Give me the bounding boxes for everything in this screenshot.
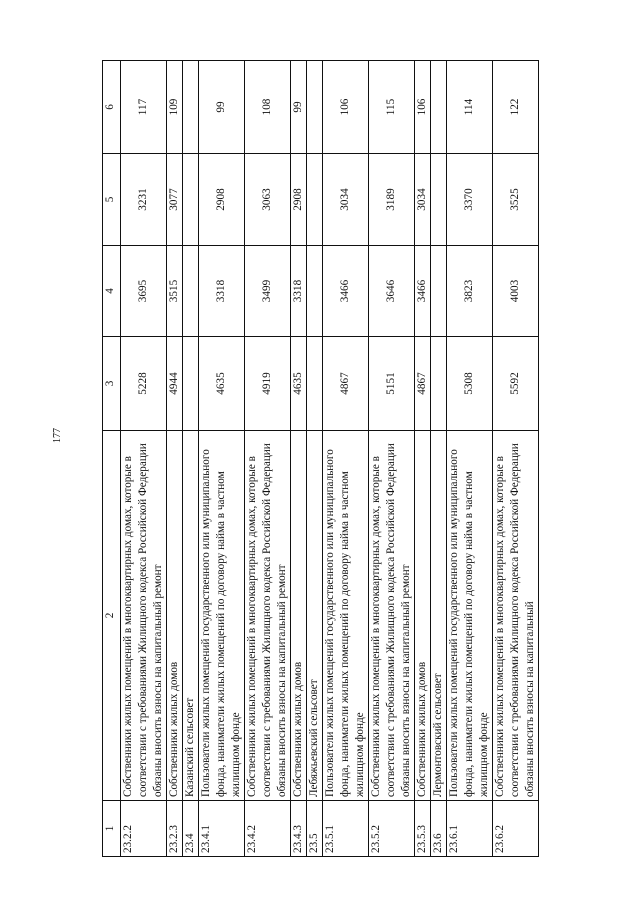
row-number-cell: 23.4 bbox=[183, 801, 199, 857]
column-header-2: 2 bbox=[103, 431, 121, 801]
rotated-table-container bbox=[102, 61, 539, 857]
row-description-cell: Пользователи жилых помещений государственного или муниципального фонда, наниматели жилых помещений по договору найма в частном жилищном фонде bbox=[447, 431, 493, 801]
value-cell-6: 109 bbox=[167, 61, 183, 154]
row-description-cell: Собственники жилых помещений в многоквартирных домах, которые в соответствии с требованиями Жилищного кодекса Российской Федерации обязаны вносить взносы на капитальный bbox=[493, 431, 539, 801]
value-cell-3: 4635 bbox=[199, 337, 245, 431]
value-cell-4: 3318 bbox=[199, 246, 245, 337]
row-description-cell: Собственники жилых домов bbox=[415, 431, 431, 801]
row-description-cell: Пользователи жилых помещений государственного или муниципального фонда, наниматели жилых помещений по договору найма в частном жилищном фонде bbox=[199, 431, 245, 801]
table-body bbox=[121, 61, 539, 857]
value-cell-6 bbox=[307, 61, 323, 154]
table-row bbox=[121, 61, 167, 857]
table-row bbox=[369, 61, 415, 857]
table-row bbox=[323, 61, 369, 857]
value-cell-5: 3189 bbox=[369, 154, 415, 246]
value-cell-3 bbox=[307, 337, 323, 431]
value-cell-3: 5592 bbox=[493, 337, 539, 431]
row-description-cell: Лебяжьевский сельсовет bbox=[307, 431, 323, 801]
value-cell-5 bbox=[431, 154, 447, 246]
row-number-cell: 23.4.2 bbox=[245, 801, 291, 857]
table-row bbox=[199, 61, 245, 857]
value-cell-3: 5308 bbox=[447, 337, 493, 431]
row-description-cell: Собственники жилых помещений в многоквартирных домах, которые в соответствии с требованиями Жилищного кодекса Российской Федерации обязаны вносить взносы на капитальный ремонт bbox=[369, 431, 415, 801]
value-cell-6: 106 bbox=[323, 61, 369, 154]
column-header-5: 5 bbox=[103, 154, 121, 246]
table-row bbox=[447, 61, 493, 857]
row-number-cell: 23.2.2 bbox=[121, 801, 167, 857]
value-cell-6 bbox=[183, 61, 199, 154]
row-description-cell: Собственники жилых помещений в многоквартирных домах, которые в соответствии с требованиями Жилищного кодекса Российской Федерации обязаны вносить взносы на капитальный ремонт bbox=[245, 431, 291, 801]
row-number-cell: 23.6.1 bbox=[447, 801, 493, 857]
row-number-cell: 23.5.1 bbox=[323, 801, 369, 857]
value-cell-5: 2908 bbox=[291, 154, 307, 246]
value-cell-3: 4944 bbox=[167, 337, 183, 431]
tariff-table bbox=[102, 60, 539, 857]
row-number-cell: 23.6 bbox=[431, 801, 447, 857]
value-cell-4: 3515 bbox=[167, 246, 183, 337]
page-number: 177 bbox=[52, 428, 63, 443]
row-number-cell: 23.2.3 bbox=[167, 801, 183, 857]
value-cell-5: 3077 bbox=[167, 154, 183, 246]
table-row bbox=[291, 61, 307, 857]
value-cell-6: 99 bbox=[291, 61, 307, 154]
value-cell-3: 5228 bbox=[121, 337, 167, 431]
table-row bbox=[183, 61, 199, 857]
row-number-cell: 23.6.2 bbox=[493, 801, 539, 857]
row-number-cell: 23.5 bbox=[307, 801, 323, 857]
value-cell-3: 5151 bbox=[369, 337, 415, 431]
row-description-cell: Собственники жилых помещений в многоквартирных домах, которые в соответствии с требованиями Жилищного кодекса Российской Федерации обязаны вносить взносы на капитальный ремонт bbox=[121, 431, 167, 801]
row-number-cell: 23.4.1 bbox=[199, 801, 245, 857]
row-description-cell: Собственники жилых домов bbox=[291, 431, 307, 801]
value-cell-6: 99 bbox=[199, 61, 245, 154]
value-cell-4 bbox=[307, 246, 323, 337]
row-description-cell: Пользователи жилых помещений государственного или муниципального фонда, наниматели жилых помещений по договору найма в частном жилищном фонде bbox=[323, 431, 369, 801]
row-number-cell: 23.5.3 bbox=[415, 801, 431, 857]
value-cell-3 bbox=[183, 337, 199, 431]
column-header-1: 1 bbox=[103, 801, 121, 857]
value-cell-5: 3231 bbox=[121, 154, 167, 246]
column-header-6: 6 bbox=[103, 61, 121, 154]
table-header-row bbox=[103, 61, 121, 857]
value-cell-3: 4867 bbox=[323, 337, 369, 431]
value-cell-6: 114 bbox=[447, 61, 493, 154]
value-cell-3: 4919 bbox=[245, 337, 291, 431]
value-cell-4: 3499 bbox=[245, 246, 291, 337]
value-cell-6: 115 bbox=[369, 61, 415, 154]
value-cell-5: 2908 bbox=[199, 154, 245, 246]
value-cell-6 bbox=[431, 61, 447, 154]
column-header-4: 4 bbox=[103, 246, 121, 337]
table-row bbox=[431, 61, 447, 857]
value-cell-4: 3318 bbox=[291, 246, 307, 337]
table-row bbox=[167, 61, 183, 857]
value-cell-6: 108 bbox=[245, 61, 291, 154]
value-cell-5: 3063 bbox=[245, 154, 291, 246]
value-cell-4: 3695 bbox=[121, 246, 167, 337]
table-row bbox=[307, 61, 323, 857]
row-number-cell: 23.5.2 bbox=[369, 801, 415, 857]
value-cell-5 bbox=[307, 154, 323, 246]
value-cell-5: 3370 bbox=[447, 154, 493, 246]
row-number-cell: 23.4.3 bbox=[291, 801, 307, 857]
table-row bbox=[415, 61, 431, 857]
value-cell-4: 3466 bbox=[323, 246, 369, 337]
value-cell-3: 4635 bbox=[291, 337, 307, 431]
table-row bbox=[245, 61, 291, 857]
value-cell-3 bbox=[431, 337, 447, 431]
value-cell-5: 3034 bbox=[415, 154, 431, 246]
row-description-cell: Лермонтовский сельсовет bbox=[431, 431, 447, 801]
value-cell-4 bbox=[183, 246, 199, 337]
value-cell-4: 4003 bbox=[493, 246, 539, 337]
value-cell-4 bbox=[431, 246, 447, 337]
value-cell-4: 3466 bbox=[415, 246, 431, 337]
value-cell-5: 3034 bbox=[323, 154, 369, 246]
value-cell-5 bbox=[183, 154, 199, 246]
row-description-cell: Казанский сельсовет bbox=[183, 431, 199, 801]
table-row bbox=[493, 61, 539, 857]
value-cell-6: 117 bbox=[121, 61, 167, 154]
column-header-3: 3 bbox=[103, 337, 121, 431]
value-cell-3: 4867 bbox=[415, 337, 431, 431]
value-cell-6: 106 bbox=[415, 61, 431, 154]
row-description-cell: Собственники жилых домов bbox=[167, 431, 183, 801]
value-cell-4: 3646 bbox=[369, 246, 415, 337]
value-cell-6: 122 bbox=[493, 61, 539, 154]
value-cell-5: 3525 bbox=[493, 154, 539, 246]
value-cell-4: 3823 bbox=[447, 246, 493, 337]
